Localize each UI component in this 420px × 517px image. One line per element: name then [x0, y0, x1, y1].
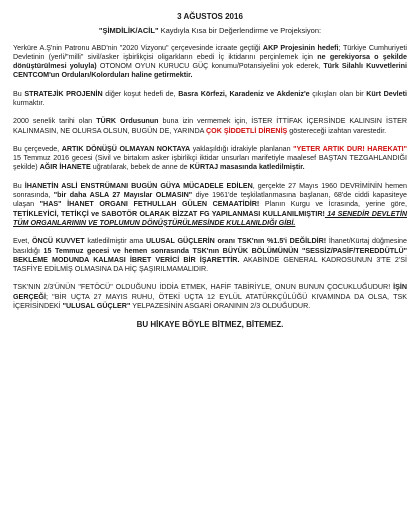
text-run: diye 1961'de teşkilatlanmasına başlanan, 68'de ciddi kapasiteye ulaşan	[13, 191, 407, 209]
text-run: diğer koşut hedefi de,	[102, 89, 179, 98]
text-run: İhanet/Kürtaj düğmesine basıldığı	[13, 237, 407, 255]
text-run: uğratılarak, bebek de anne de	[90, 163, 190, 172]
bold-run: STRATEJİK PROJENİN	[24, 89, 103, 98]
bold-run: "HAS" İHANET ORGANI FETHULLAH GÜLEN CEMAATİDİR!	[39, 200, 260, 209]
text-run: 2000 senelik tarihi olan	[13, 117, 97, 126]
bold-run: Basra Körfezi, Karadeniz ve Akdeniz'e	[178, 89, 310, 98]
text-run: 15 Temmuz 2016 gecesi (Sivil ve birtakım asker işbirlikçi iktidar unsurları marifetiyle maalesef BAŞTAN TEZGAHLANDIĞI şekilde)	[13, 154, 407, 172]
bold-run: Kürt Devleti	[366, 89, 407, 98]
text-run: OTONOM OYUN KURUCU GÜÇ konumu/Potansiyelini yok ederek,	[96, 62, 324, 71]
red-bold-run: "YETER ARTIK DUR! HAREKATI"	[293, 144, 407, 153]
text-run: , gerçekte 27 Mayıs 1960 DEVRİMİNİN hemen sonrasında,	[13, 181, 407, 200]
bold-run: KÜRTAJ masasında katledilmiştir.	[189, 163, 305, 172]
bold-run: ARTIK DÖNÜŞÜ OLMAYAN NOKTAYA	[61, 144, 191, 153]
text-run: TSK'NIN 2/3'ÜNÜN "FETÖCÜ" OLDUĞUNU İDDİA ETMEK, HAFİF TABİRİYLE, ONUN BUNUN ÇOCUKLUĞUDUR!	[13, 283, 394, 292]
bold-run: AKP Projesinin hedefi	[262, 43, 339, 52]
paragraph-2	[13, 90, 407, 109]
paragraph-4	[13, 145, 407, 173]
bold-run: TÜRK Ordusunun	[96, 117, 159, 126]
bold-run: İHANETİN ASLİ ENSTRÜMANI BUGÜN GÜYA MÜCADELE EDİLEN	[24, 181, 253, 190]
bold-run: "ULUSAL GÜÇLER"	[62, 302, 131, 311]
closing-line: BU HİKAYE BÖYLE BİTMEZ, BİTEMEZ.	[136, 320, 284, 330]
text-run: YELPAZESİNİN ASGARİ ORANININ 2/3 OLDUĞUDUR.	[130, 302, 311, 311]
bold-run: ÖNCÜ KUVVET	[31, 237, 85, 246]
document-subtitle	[13, 26, 407, 36]
text-run: Evet,	[13, 237, 32, 246]
text-run: göstereceği izahtan varestedir.	[287, 126, 387, 135]
text-run: Bu	[13, 181, 25, 190]
subtitle-text: Kaydıyla Kısa bir Değerlendirme ve Projeksiyon:	[158, 26, 322, 35]
text-run: Bu çerçevede,	[13, 144, 62, 153]
text-run: ; "BİR UÇTA 27 MAYIS RUHU, ÖTEKİ UÇTA 12 EYLÜL ATATÜRKÇÜLÜĞÜ KIVAMINDA DA OLSA, TSK İÇERİSİNDEKİ	[13, 292, 407, 311]
text-run: çıkışları olan bir	[309, 89, 367, 98]
paragraph-5	[13, 182, 407, 228]
subtitle-emphasis: "ŞİMDİLİK/ACİL"	[98, 26, 159, 35]
underlined-italic-run: 14 SENEDİR DEVLETİN TÜM ORGANLARININ VE TOPLUMUN DÖNÜŞTÜRÜLMESİNDE KULLANILDIĞI GİBİ.	[13, 209, 407, 227]
bold-run: 15 Temmuz gecesi ve hemen sonrasında TSK'nın BÜYÜK BÖLÜMÜNÜN "SESSİZ/PASİF/TEREDDÜTLÜ" BEKLEME MODUNDA KALMASI İBRET VERİCİ BİR İŞARETTİR.	[13, 246, 407, 264]
paragraph-1	[13, 44, 407, 81]
text-run: Planın Kurgu ve İcrasında, yerine göre,	[259, 200, 407, 209]
bold-run: Türk Silahlı Kuvvetlerini CENTCOM'un Orduları/Kolorduları haline getirmektir.	[13, 62, 407, 80]
text-run: yaklaşıldığı idrakiyle planlanan	[190, 144, 294, 153]
bold-run: AĞIR İHANETE	[39, 163, 91, 172]
document-date: 3 AĞUSTOS 2016	[177, 12, 243, 21]
bold-run: ULUSAL GÜÇLERİN oranı TSK'nın %1.5'i DEĞİLDİR!	[145, 237, 327, 246]
text-run: kurmaktır.	[13, 98, 45, 107]
paragraph-7	[13, 283, 407, 311]
text-run: AKABİNDE GENERAL KADROSUNUN 3'TE 2'Sİ TASFİYE EDİLMİŞ OLMASINA DA HİÇ ŞAŞIRILMAMALIDIR.	[13, 255, 408, 274]
bold-run: "bir daha ASLA 27 Mayıslar OLMASIN"	[53, 191, 193, 200]
text-run: Bu	[13, 89, 25, 98]
paragraph-6	[13, 237, 407, 274]
text-run: Yerküre A.Ş'nin Patronu ABD'nin "2020 Vizyonu" çerçevesinde icraate geçtiği	[13, 43, 263, 52]
text-run: katledilmiştir ama	[84, 237, 146, 246]
text-run: buna izin vermemek için, İSTER İTTİFAK İÇERSİNDE KALINSIN İSTER KALINMASIN, NE OLURSA OLSUN, BUGÜN DE, YARINDA	[13, 117, 407, 135]
paragraph-3	[13, 117, 407, 136]
text-run: ; Türkiye Cumhuriyeti Devletinin (yerli/"milli" sivil/asker işbirlikçisi oligarkların ebedi İç iktidarını perçinlemek için	[13, 43, 407, 61]
bold-run: İŞİN GERÇEĞİ	[13, 283, 407, 301]
bold-run: TETİKLEYİCİ, TETİKÇİ ve SABOTÖR OLARAK BİZZAT FG YAPILANMASI KULLANILMIŞTIR!	[13, 209, 325, 218]
bold-run: ne gerekiyorsa o şekilde dönüştürülmesi yoluyla)	[13, 52, 407, 71]
red-bold-run: ÇOK ŞİDDETLİ DİRENİŞ	[205, 126, 288, 135]
